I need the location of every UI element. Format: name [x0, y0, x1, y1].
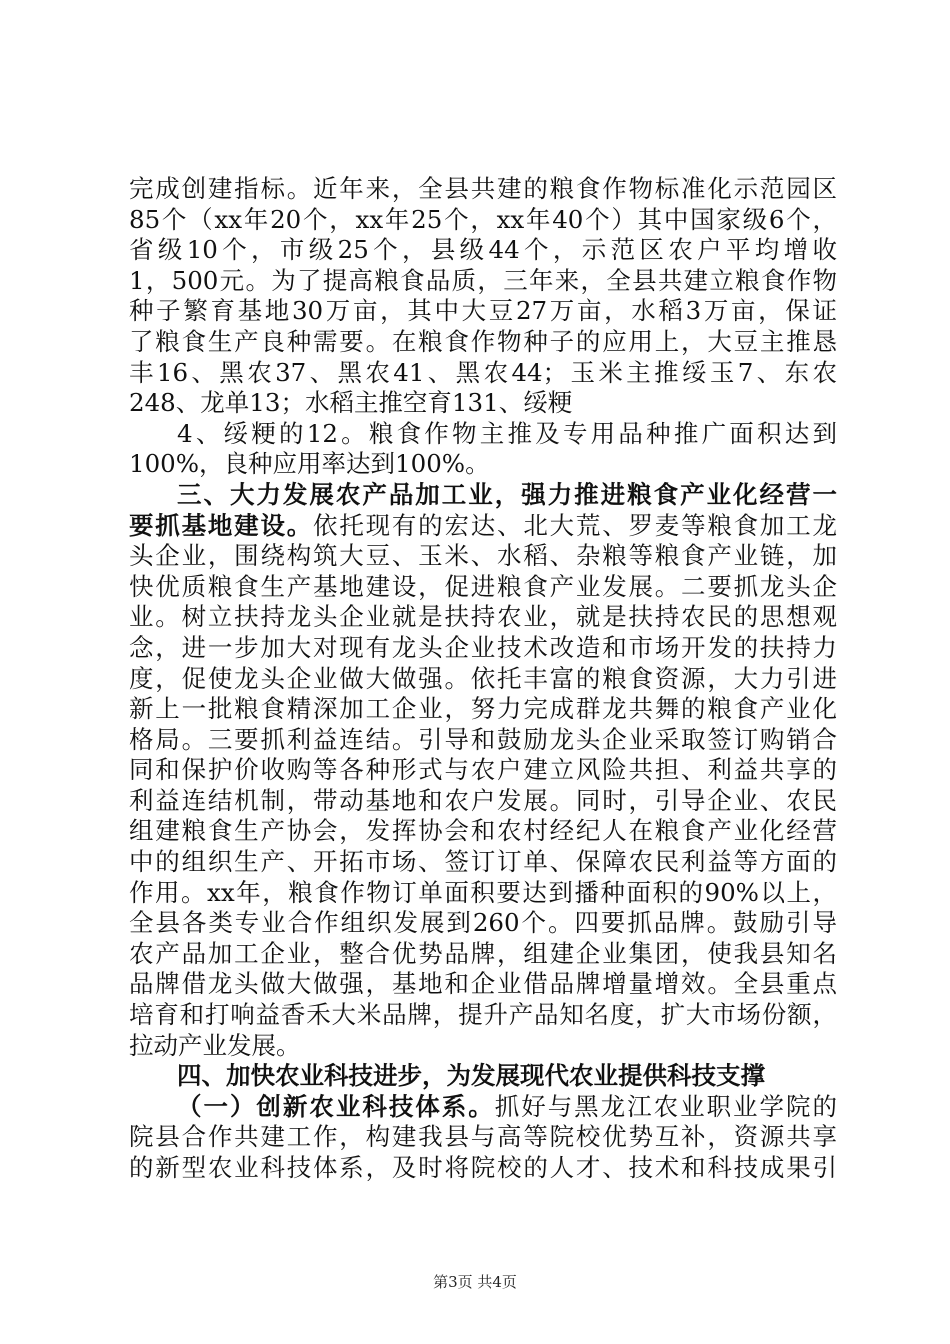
text-line	[129, 511, 837, 542]
text-line: 丰16、黑农37、黑农41、黑农44；玉米主推绥玉7、东农	[129, 357, 837, 387]
text-line: 了粮食生产良种需要。在粮食作物种子的应用上，大豆主推恳	[129, 326, 837, 356]
text-line: 4、绥粳的12。粮食作物主推及专用品种推广面积达到	[177, 418, 837, 448]
text-line: 念，进一步加大对现有龙头企业技术改造和市场开发的扶持力	[129, 632, 837, 662]
text-line: 利益连结机制，带动基地和农户发展。同时，引导企业、农民	[129, 785, 837, 815]
bold-lead-in: （一）创新农业科技体系。	[177, 1091, 495, 1121]
text-line: 85个（xx年20个，xx年25个，xx年40个）其中国家级6个，	[129, 204, 837, 234]
text-line: 1，500元。为了提高粮食品质，三年来，全县共建立粮食作物	[129, 265, 837, 295]
text-line: 种子繁育基地30万亩，其中大豆27万亩，水稻3万亩，保证	[129, 296, 837, 326]
text-line: 快优质粮食生产基地建设，促进粮食产业发展。二要抓龙头企	[129, 571, 837, 601]
text-line	[129, 1092, 837, 1123]
page-footer: 第3页 共4页	[433, 1273, 517, 1291]
text-line: 头企业，围绕构筑大豆、玉米、水稻、杂粮等粮食产业链，加	[129, 541, 837, 571]
text-line: 新上一批粮食精深加工企业，努力完成群龙共舞的粮食产业化	[129, 694, 837, 724]
text-line: 组建粮食生产协会，发挥协会和农村经纪人在粮食产业化经营	[129, 816, 837, 846]
text-line: 拉动产业发展。	[129, 1030, 301, 1060]
bold-lead-in: 要抓基地建设。	[129, 510, 314, 540]
text-line: 同和保护价收购等各种形式与农户建立风险共担、利益共享的	[129, 755, 837, 785]
text-line: 品牌借龙头做大做强，基地和企业借品牌增量增效。全县重点	[129, 969, 837, 999]
line-remainder: 抓好与黑龙江农业职业学院的	[494, 1091, 837, 1121]
text-line: 度，促使龙头企业做大做强。依托丰富的粮食资源，大力引进	[129, 663, 837, 693]
text-line: 业。树立扶持龙头企业就是扶持农业，就是扶持农民的思想观	[129, 602, 837, 632]
text-line: 作用。xx年，粮食作物订单面积要达到播种面积的90%以上，	[129, 877, 837, 907]
text-line: 省级10个，市级25个，县级44个，示范区农户平均增收	[129, 235, 837, 265]
text-line: 院县合作共建工作，构建我县与高等院校优势互补，资源共享	[129, 1122, 837, 1152]
text-line: 完成创建指标。近年来，全县共建的粮食作物标准化示范园区	[129, 174, 837, 203]
text-line: 四、加快农业科技进步，为发展现代农业提供科技支撑	[177, 1061, 765, 1091]
text-line: 中的组织生产、开拓市场、签订订单、保障农民利益等方面的	[129, 847, 837, 877]
text-line: 农产品加工企业，整合优势品牌，组建企业集团，使我县知名	[129, 938, 837, 968]
text-line: 格局。三要抓利益连结。引导和鼓励龙头企业采取签订购销合	[129, 724, 837, 754]
text-line: 100%，良种应用率达到100%。	[129, 449, 490, 479]
line-remainder: 依托现有的宏达、北大荒、罗麦等粮食加工龙	[313, 510, 838, 540]
text-line: 的新型农业科技体系，及时将院校的人才、技术和科技成果引	[129, 1153, 837, 1182]
text-line: 全县各类专业合作组织发展到260个。四要抓品牌。鼓励引导	[129, 908, 837, 938]
document-body	[129, 174, 837, 1184]
text-line: 培育和打响益香禾大米品牌，提升产品知名度，扩大市场份额，	[129, 1000, 837, 1030]
text-line: 248、龙单13；水稻主推空育131、绥粳	[129, 388, 573, 418]
text-line: 三、大力发展农产品加工业，强力推进粮食产业化经营一	[177, 479, 837, 509]
